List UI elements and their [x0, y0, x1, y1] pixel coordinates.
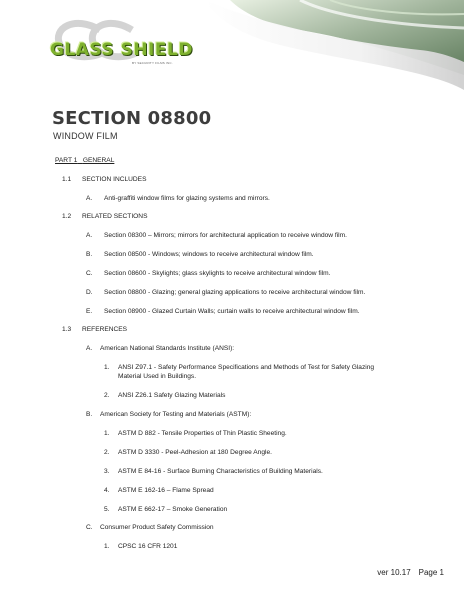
section-title-heading: WINDOW FILM — [53, 131, 118, 141]
section-heading: SECTION INCLUDES — [82, 176, 147, 183]
reference-item: ANSI Z26.1 Safety Glazing Materials — [118, 392, 226, 399]
list-letter: A. — [86, 345, 93, 352]
list-item: Section 08600 - Skylights; glass skylights to receive architectural window film. — [104, 270, 331, 277]
list-letter: A. — [86, 232, 93, 239]
list-number: 4. — [104, 487, 110, 494]
list-item: Section 08500 - Windows; windows to receive architectural window film. — [104, 251, 314, 258]
list-number: 3. — [104, 468, 110, 475]
page-number: Page 1 — [418, 568, 444, 577]
list-item: Section 08800 - Glazing; general glazing applications to receive architectural window film. — [104, 289, 366, 296]
reference-item: ASTM E 84-16 - Surface Burning Characteristics of Building Materials. — [118, 468, 323, 475]
logo-tagline: BY SECURITY FILMS INC. — [132, 61, 173, 65]
list-letter: B. — [86, 251, 93, 258]
section-number: 1.3 — [62, 326, 72, 333]
list-item: Section 08900 - Glazed Curtain Walls; curtain walls to receive architectural window film. — [104, 308, 360, 315]
section-heading: RELATED SECTIONS — [82, 213, 148, 220]
list-letter: C. — [86, 270, 93, 277]
section-number: 1.2 — [62, 213, 72, 220]
reference-item: ASTM D 3330 - Peel-Adhesion at 180 Degree Angle. — [118, 449, 272, 456]
section-number: 1.1 — [62, 176, 72, 183]
list-number: 2. — [104, 392, 110, 399]
reference-group: American National Standards Institute (ANSI): — [100, 345, 235, 352]
list-number: 5. — [104, 506, 110, 513]
section-number-heading: SECTION 08800 — [52, 108, 212, 129]
reference-group: American Society for Testing and Materials (ASTM): — [100, 411, 252, 418]
list-item: Anti-graffiti window films for glazing systems and mirrors. — [104, 195, 270, 202]
section-heading: REFERENCES — [82, 326, 128, 333]
company-logo: GLASS SHIELD — [50, 40, 193, 60]
list-letter: E. — [86, 308, 93, 315]
reference-item: ASTM D 882 - Tensile Properties of Thin Plastic Sheeting. — [118, 430, 287, 437]
part-heading — [55, 157, 114, 165]
reference-item: ASTM E 162-16 – Flame Spread — [118, 487, 214, 494]
list-number: 1. — [104, 364, 110, 371]
list-number: 1. — [104, 543, 110, 550]
part-number: PART 1 — [55, 157, 78, 164]
part-title: GENERAL — [82, 157, 115, 164]
page-footer — [377, 568, 444, 577]
list-letter: C. — [86, 524, 93, 531]
reference-item: CPSC 16 CFR 1201 — [118, 543, 178, 550]
list-item: Section 08300 – Mirrors; mirrors for architectural application to receive window film. — [104, 232, 347, 239]
reference-group: Consumer Product Safety Commission — [100, 524, 214, 531]
reference-item-continuation: Material Used in Buildings. — [118, 373, 197, 380]
version-label: ver 10.17 — [377, 568, 411, 577]
list-number: 1. — [104, 430, 110, 437]
list-letter: D. — [86, 289, 93, 296]
list-number: 2. — [104, 449, 110, 456]
reference-item: ANSI Z97.1 - Safety Performance Specifications and Methods of Test for Safety Glazing — [118, 364, 375, 371]
list-letter: A. — [86, 195, 93, 202]
reference-item: ASTM E 662-17 – Smoke Generation — [118, 506, 228, 513]
list-letter: B. — [86, 411, 93, 418]
